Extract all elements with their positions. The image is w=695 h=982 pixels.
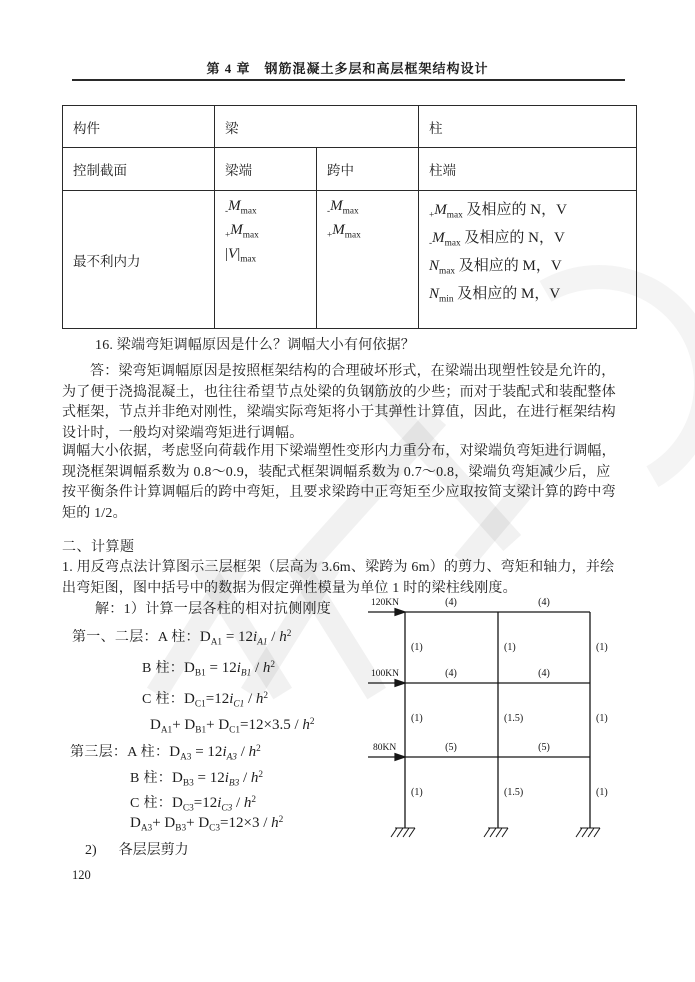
table-cell-worst-force-label: 最不利内力 xyxy=(63,191,215,329)
hatch xyxy=(594,828,600,837)
frame-diagram xyxy=(366,592,616,852)
beam-stiffness-label: (4) xyxy=(445,597,457,608)
beam-stiffness-label: (4) xyxy=(538,597,550,608)
colC-label: C 柱： xyxy=(130,796,173,811)
arrowhead-icon xyxy=(395,609,405,616)
table-cell-beam-end-forces xyxy=(215,191,317,329)
column-stiffness-label: (1) xyxy=(504,642,516,653)
beam-stiffness-label: (5) xyxy=(538,742,550,753)
floor12-colB-line xyxy=(142,657,275,677)
answer-line: 答：梁弯矩调幅原因是按照框架结构的合理破坏形式，在梁端出现塑性铰是允许的， xyxy=(90,364,616,379)
internal-force-table xyxy=(62,105,637,329)
load-label: 120KN xyxy=(371,598,399,608)
floor3-colC-line xyxy=(130,792,256,812)
hatch xyxy=(588,828,594,837)
floor3-label: 第三层： xyxy=(70,745,128,760)
formula-DB1: $D_{B1} = 12i_{B1} / h^2$ xyxy=(184,659,276,679)
load-label: 100KN xyxy=(371,669,399,679)
table-cell-midspan: 跨中 xyxy=(317,148,419,191)
beam-stiffness-label: (4) xyxy=(445,668,457,679)
problem-1-line: 1. 用反弯点法计算图示三层框架（层高为 3.6m、梁跨为 6m）的剪力、弯矩和轴力，并绘 xyxy=(62,560,615,575)
floor3-sum-line xyxy=(130,815,283,832)
colB-label: B 柱： xyxy=(130,771,173,786)
load-arrows xyxy=(368,609,405,761)
colA-label: A 柱： xyxy=(157,630,200,645)
formula-neg-mmax: $_-M_{max}$ xyxy=(225,198,257,217)
section-2-heading: 二、计算题 xyxy=(62,540,135,555)
formula-pos-mmax: $_+M_{max}$ xyxy=(225,222,259,241)
formula-DB3: $D_{B3} = 12i_{B3} / h^2$ xyxy=(172,769,264,789)
table-cell-column: 柱 xyxy=(419,106,637,148)
arrowhead-icon xyxy=(395,680,405,687)
column-stiffness-label: (1) xyxy=(596,713,608,724)
beam-stiffness-label: (5) xyxy=(445,742,457,753)
table-cell-control-section: 控制截面 xyxy=(63,148,215,191)
hatch xyxy=(496,828,502,837)
formula-DA1: $D_{A1} = 12i_{A1} / h^2$ xyxy=(199,628,292,648)
hatch xyxy=(391,828,397,837)
basis-line: 调幅大小依据，考虑竖向荷载作用下梁端塑性变形内力重分布，对梁端负弯矩进行调幅， xyxy=(62,444,616,459)
hatch xyxy=(484,828,490,837)
colB-label: B 柱： xyxy=(142,661,185,676)
answer-line: 设计时，一般均对梁端弯矩进行调幅。 xyxy=(62,425,304,441)
basis-line: 现浇框架调幅系数为 0.8～0.9，装配式框架调幅系数为 0.7～0.8，梁端负弯矩减少后，应 xyxy=(62,464,611,480)
table-cell-column-end: 柱端 xyxy=(419,148,637,191)
formula-sum1: $D_{A1}+ D_{B1}+ D_{C1}=12\times 3.5 / h^2$ xyxy=(150,716,315,736)
table-cell-component: 构件 xyxy=(63,106,215,148)
floor3-colA-line xyxy=(70,741,261,761)
hatch xyxy=(403,828,409,837)
load-label: 80KN xyxy=(373,743,397,753)
arrowhead-icon xyxy=(395,754,405,761)
floor12-sum-line xyxy=(150,717,315,734)
hatch xyxy=(582,828,588,837)
problem-1-line: 出弯矩图，图中括号中的数据为假定弹性模量为单位 1 时的梁柱线刚度。 xyxy=(62,580,517,596)
basis-paragraph xyxy=(62,442,640,524)
formula-DC1: $D_{C1}=12i_{C1} / h^2$ xyxy=(184,690,269,710)
solution-intro: 解：1）计算一层各柱的相对抗侧刚度 xyxy=(95,602,332,617)
floor12-label: 第一、二层： xyxy=(72,630,158,645)
formula-neg-mmax: $_-M_{max}$ xyxy=(327,198,359,217)
formula-nmin-mv: $N_{min}$ 及相应的 M，V xyxy=(429,286,561,305)
column-stiffness-label: (1.5) xyxy=(504,713,524,724)
basis-line: 按平衡条件计算调幅后的跨中弯矩，且要求梁跨中正弯矩至少应取按简支梁计算的跨中弯 xyxy=(62,485,616,501)
answer-line: 为了便于浇捣混凝土，也往往希望节点处梁的负钢筋放的少些；而对于装配式和装配整体 xyxy=(62,384,616,400)
table-cell-beam-end: 梁端 xyxy=(215,148,317,191)
answer-paragraph xyxy=(62,362,640,444)
column-stiffness-label: (1.5) xyxy=(504,787,524,798)
page-number: 120 xyxy=(72,868,91,882)
hatch xyxy=(409,828,415,837)
formula-sum3: $D_{A3}+ D_{B3}+ D_{C3}=12\times 3 / h^2$ xyxy=(130,814,284,834)
step-2-line xyxy=(85,839,189,859)
formula-neg-mmax-nv: $_-M_{max}$ 及相应的 N，V xyxy=(429,230,565,249)
table-cell-beam: 梁 xyxy=(215,106,419,148)
chapter-header: 第 4 章 钢筋混凝土多层和高层框架结构设计 xyxy=(206,61,489,76)
formula-pos-mmax: $_+M_{max}$ xyxy=(327,222,361,241)
step-2-number: 2) xyxy=(85,843,97,858)
formula-DA3: $D_{A3} = 12i_{A3} / h^2$ xyxy=(169,743,261,763)
question-16: 16. 梁端弯矩调幅原因是什么？调幅大小有何依据？ xyxy=(95,338,415,353)
formula-nmax-mv: $N_{max}$ 及相应的 M，V xyxy=(429,258,562,277)
formula-DC3: $D_{C3}=12i_{C3} / h^2$ xyxy=(172,794,257,814)
solution-block xyxy=(62,598,382,863)
ground-supports xyxy=(391,828,600,837)
column-stiffness-label: (1) xyxy=(596,787,608,798)
column-stiffness-label: (1) xyxy=(596,642,608,653)
hatch xyxy=(502,828,508,837)
formula-vmax: $|V|_{max}$ xyxy=(225,246,257,265)
header-rule xyxy=(72,79,625,81)
table-cell-column-end-forces xyxy=(419,191,637,329)
colC-label: C 柱： xyxy=(142,692,185,707)
formula-pos-mmax-nv: $_+M_{max}$ 及相应的 N，V xyxy=(429,202,567,221)
colA-label: A 柱： xyxy=(127,745,170,760)
floor12-colC-line xyxy=(142,688,268,708)
hatch xyxy=(576,828,582,837)
column-stiffness-label: (1) xyxy=(411,787,423,798)
answer-line: 式框架，节点并非绝对刚性，梁端实际弯矩将小于其弹性计算值，因此，在进行框架结构 xyxy=(62,405,616,421)
basis-line: 矩的 1/2。 xyxy=(62,505,127,521)
floor3-colB-line xyxy=(130,767,263,787)
table-cell-midspan-forces xyxy=(317,191,419,329)
floor12-colA-line xyxy=(72,626,291,646)
column-stiffness-label: (1) xyxy=(411,642,423,653)
beam-stiffness-label: (4) xyxy=(538,668,550,679)
hatch xyxy=(397,828,403,837)
column-stiffness-label: (1) xyxy=(411,713,423,724)
step-2-label: 各层层剪力 xyxy=(118,843,189,858)
hatch xyxy=(490,828,496,837)
frame-lines xyxy=(405,612,590,828)
